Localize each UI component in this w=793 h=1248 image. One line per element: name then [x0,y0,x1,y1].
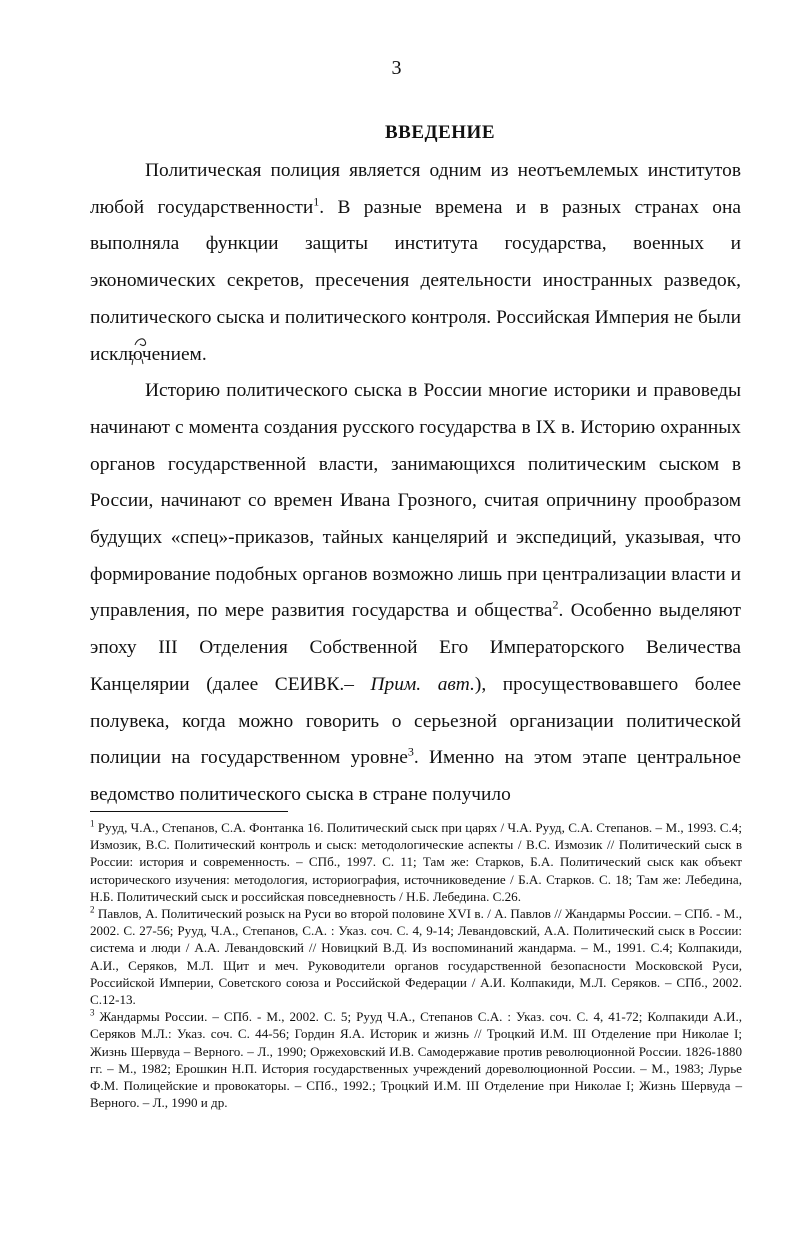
page-number: 3 [391,57,402,79]
main-text [90,153,741,814]
footnote-separator [90,811,288,812]
footnote-number: 1 [90,818,95,829]
footnote-number: 3 [90,1007,95,1018]
footnote-3 [90,1008,742,1111]
footnote-ref[interactable]: 2 [552,597,559,612]
footnote-text: Рууд, Ч.А., Степанов, С.А. Фонтанка 16. Политический сыск при царях / Ч.А. Рууд, С.А. Степанов. – М., 1993. С.4; Измозик, В.С. Политический контроль и сыск: методологические аспекты / В.С. Измозик // Политический сыск в России: история и современность. – СПб., 1997. С. 11; Там же: Старков, Б.А. Политический сыск как объект исторического изучения: методология, историография, источниковедение / Б.А. Старков. С. 18; Там же: Лебедина, Н.Б. Политический сыск и российская повседневность / Н.Б. Лебедина. С.26. [90,820,742,904]
footnote-1 [90,819,742,905]
footnote-ref[interactable]: 1 [313,194,320,209]
paragraph-1 [90,153,741,373]
footnote-text: Павлов, А. Политический розыск на Руси во второй половине XVI в. / А. Павлов // Жандармы России. – СПб. - М., 2002. С. 27-56; Рууд, Ч.А., Степанов, С.А. : Указ. соч. С. 4, 9-14; Левандовский, А.А. Политический сыск в России: система и люди / А.А. Левандовский // Новицкий В.Д. Из воспоминаний жандарма. – М., 1991. С.4; Колпакиди, А.И., Серяков, М.Л. Щит и меч. Руководители органов государственной безопасности Московской Руси, Российской Империи, Советского союза и Российской Федерации / А.И. Колпакиди, М.Л. Серяков. – СПб., 2002. С.12-13. [90,906,742,1008]
section-title: ВВЕДЕНИЕ [385,122,495,143]
footnotes [90,819,742,1111]
paragraph-2 [90,373,741,813]
italic-note: Прим. авт. [370,673,475,695]
paragraph-text: . Именно на этом этапе центральное ведомство политического сыска в стране получило [90,747,741,805]
footnote-2 [90,905,742,1008]
paragraph-text: ), просуществовавшего более полувека, когда можно говорить о серьезной организации политической полиции на государственном уровне [90,673,741,769]
footnote-number: 2 [90,904,95,915]
paragraph-text: Историю политического сыска в России многие историки и правоведы начинают с момента создания русского государства в IX в. Историю охранных органов государственной власти, занимающихся политическим сыском в России, начинают со времен Ивана Грозного, считая опричнину прообразом будущих «спец»-приказов, тайных канцелярий и экспедиций, указывая, что формирование подобных органов возможно лишь при централизации власти и управления, по мере развития государства и общества [90,380,741,622]
footnote-ref[interactable]: 3 [407,744,414,759]
paragraph-text: Политическая полиция является одним из неотъемлемых институтов любой государственности [90,160,741,218]
paragraph-text: . Особенно выделяют эпоху III Отделения Собственной Его Императорского Величества Канцелярии (далее СЕИВК.– [90,600,741,695]
handwritten-correction-mark [123,331,153,367]
paragraph-text: . В разные времена и в разных странах она выполняла функции защиты института государства, военных и экономических секретов, пресечения деятельности иностранных разведок, политического сыска и политического контроля. Российская Империя не были исключением. [90,196,741,365]
footnote-text: Жандармы России. – СПб. - М., 2002. С. 5; Рууд Ч.А., Степанов С.А. : Указ. соч. С. 4, 41-72; Колпакиди А.И., Серяков М.Л.: Указ. соч. С. 44-56; Гордин Я.А. Историк и жизнь // Троцкий И.М. III Отделение при Николае I; Жизнь Шервуда – Верного. – Л., 1990; Оржеховский И.В. Самодержавие против революционной России. 1826-1880 гг. – М., 1982; Ерошкин Н.П. История государственных учреждений дореволюционной России. – М., 1983; Лурье Ф.М. Полицейские и провокаторы. – СПб., 1992.; Троцкий И.М. III Отделение при Николае I; Жизнь Шервуда – Верного. – Л., 1990 и др. [90,1009,742,1111]
